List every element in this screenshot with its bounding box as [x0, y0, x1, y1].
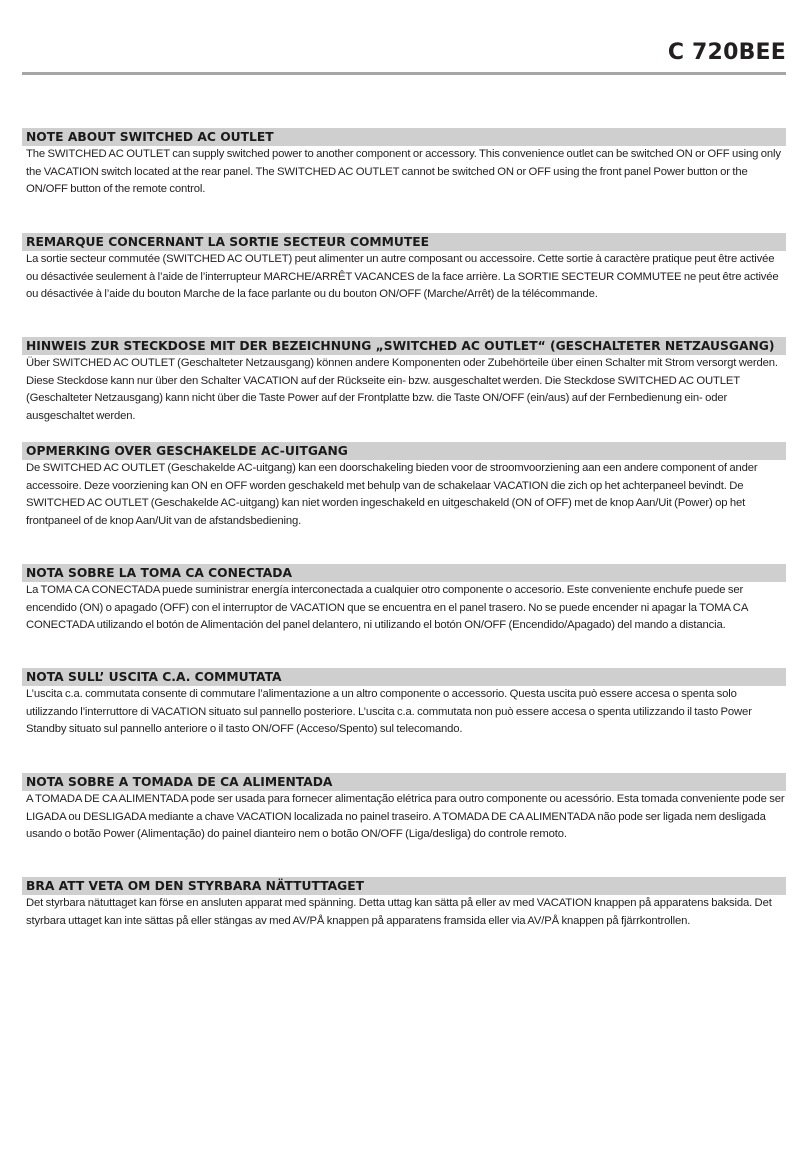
section-title: NOTA SOBRE A TOMADA DE CA ALIMENTADA: [22, 773, 786, 791]
section-title: REMARQUE CONCERNANT LA SORTIE SECTEUR COMMUTEE: [22, 233, 786, 251]
section-title: HINWEIS ZUR STECKDOSE MIT DER BEZEICHNUNG „SWITCHED AC OUTLET“ (GESCHALTETER NETZAUSGANG): [22, 337, 786, 355]
section-spanish: [22, 564, 786, 635]
section-portuguese: [22, 773, 786, 844]
section-german: [22, 337, 786, 425]
section-title: NOTE ABOUT SWITCHED AC OUTLET: [22, 128, 786, 146]
section-body: Det styrbara nätuttaget kan förse en ansluten apparat med spänning. Detta uttag kan sätta på eller av med VACATION knappen på apparatens baksida. Det styrbara uttaget kan inte sättas på eller stängas av med AV/PÅ knappen på apparatens framsida eller via AV/PÅ knappen på fjärrkontrollen.: [26, 897, 772, 927]
section-french: [22, 233, 786, 304]
section-body: Über SWITCHED AC OUTLET (Geschalteter Netzausgang) können andere Komponenten oder Zubehörteile über einen Schalter mit Strom versorgt werden. Diese Steckdose kann nur über den Schalter VACATION auf der Rückseite ein- bzw. ausgeschaltet werden. Die Steckdose SWITCHED AC OUTLET (Geschalteter Netzausgang) kann nicht über die Taste Power auf der Frontplatte bzw. die Taste ON/OFF (ein/aus) auf der Fernbedienung ein- oder ausgeschaltet werden.: [26, 357, 778, 422]
section-body: The SWITCHED AC OUTLET can supply switched power to another component or accessory. This convenience outlet can be switched ON or OFF using only the VACATION switch located at the rear panel. The SWITCHED AC OUTLET cannot be switched ON or OFF using the front panel Power button or the ON/OFF button of the remote control.: [26, 148, 781, 195]
section-body: La TOMA CA CONECTADA puede suministrar energía interconectada a cualquier otro componente o accesorio. Este conveniente enchufe puede ser encendido (ON) o apagado (OFF) con el interruptor de VACATION que se encuentra en el panel trasero. No se puede encender ni apagar la TOMA CA CONECTADA utilizando el botón de Alimentación del panel delantero, ni utilizando el botón ON/OFF (Encendido/Apagado) del mando a distancia.: [26, 584, 748, 631]
section-swedish: [22, 877, 786, 930]
section-body: A TOMADA DE CA ALIMENTADA pode ser usada para fornecer alimentação elétrica para outro componente ou acessório. Esta tomada conveniente pode ser LIGADA ou DESLIGADA mediante a chave VACATION localizada no painel traseiro. A TOMADA DE CA ALIMENTADA não pode ser ligada nem desligada usando o botão Power (Alimentação) do painel dianteiro nem o botão ON/OFF (Liga/desliga) do controle remoto.: [26, 793, 785, 840]
section-body: L’uscita c.a. commutata consente di commutare l’alimentazione a un altro componente o accessorio. Questa uscita può essere accesa o spenta solo utilizzando l’interruttore di VACATION situato sul pannello posteriore. L’uscita c.a. commutata non può essere accesa o spenta utilizzando il tasto Power Standby situato sul pannello anteriore o il tasto ON/OFF (Acceso/Spento) sul telecomando.: [26, 688, 752, 735]
section-title: BRA ATT VETA OM DEN STYRBARA NÄTTUTTAGET: [22, 877, 786, 895]
section-title: OPMERKING OVER GESCHAKELDE AC-UITGANG: [22, 442, 786, 460]
section-body: La sortie secteur commutée (SWITCHED AC OUTLET) peut alimenter un autre composant ou accessoire. Cette sortie à caractère pratique peut être activée ou désactivée seulement à l’aide de l’interrupteur MARCHE/ARRÊT VACANCES de la face arrière. La SORTIE SECTEUR COMMUTEE ne peut être activée ou désactivée à l’aide du bouton Marche de la face parlante ou du bouton ON/OFF (Marche/Arrêt) de la télécommande.: [26, 253, 779, 300]
sections-container: [22, 0, 786, 1171]
section-body: De SWITCHED AC OUTLET (Geschakelde AC-uitgang) kan een doorschakeling bieden voor de stroomvoorziening aan een andere component of ander accessoire. Deze voorziening kan ON en OFF worden geschakeld met behulp van de schakelaar VACATION die zich op het achterpaneel bevindt. De SWITCHED AC OUTLET (Geschakelde AC-uitgang) kan niet worden ingeschakeld en uitgeschakeld (ON of OFF) met de knop Aan/Uit (Power) op het frontpaneel of de knop Aan/Uit van de afstandsbediening.: [26, 462, 758, 527]
section-english: [22, 128, 786, 199]
section-title: NOTA SULL’ USCITA C.A. COMMUTATA: [22, 668, 786, 686]
section-italian: [22, 668, 786, 739]
section-dutch: [22, 442, 786, 530]
model-title: C 720BEE: [667, 40, 786, 65]
section-title: NOTA SOBRE LA TOMA CA CONECTADA: [22, 564, 786, 582]
